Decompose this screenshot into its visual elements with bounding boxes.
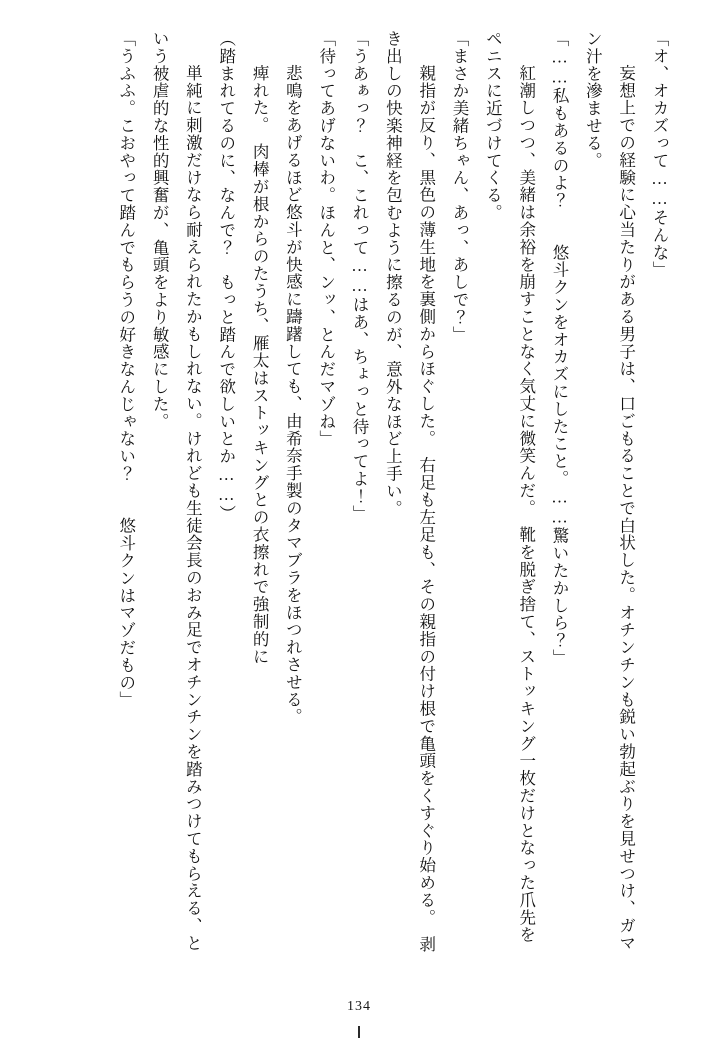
paragraph: 「オ、オカズって……そんな」	[650, 30, 669, 279]
page-number: 134	[347, 999, 371, 1014]
paragraph: 妄想上での経験に心当たりがある男子は、口ごもることで白状した。オチンチンも鋭い勃起ぶりを見せつけ、ガマン汁を滲ませる。	[583, 30, 636, 952]
paragraph: 「……私もあるのよ？ 悠斗クンをオカズにしたこと。……驚いたかしら？」	[550, 30, 570, 667]
paragraph: 悲鳴をあげるほど悠斗が快感に躊躇しても、由希奈手製のタマブラをほつれさせる。	[283, 46, 303, 726]
paragraph: 「待ってあげないわ。ほんと、ンッ、とんだマゾね」	[316, 30, 336, 448]
gutter-mark	[358, 1026, 360, 1038]
paragraph: 「まさか美緒ちゃん、あっ、あしで？」	[450, 30, 470, 344]
paragraph: 「うふふ。こおやって踏んでもらうの好きなんじゃない？ 悠斗クンはマゾだもの」	[116, 30, 136, 709]
paragraph: 「うあぁっ？ こ、これって……はあ、ちょっと待ってよ！」	[350, 30, 370, 523]
paragraph: （踏まれてるのに、なんで？ もっと踏んで欲しいとか……）	[216, 30, 236, 523]
vertical-text-body	[56, 30, 676, 960]
paragraph: 紅潮しつつ、美緒は余裕を崩すことなく気丈に微笑んだ。 靴を脱ぎ捨て、ストッキング一枚だけとなった爪先をペニスに近づけてくる。	[483, 30, 536, 944]
paragraph: 単純に刺激だけなら耐えられたかもしれない。けれども生徒会長のおみ足でオチンチンを踏みつけてもらえる、という被虐的な性的興奮が、亀頭をより敏感にした。	[150, 30, 203, 952]
paragraph: 痺れた。 肉棒が根からのたうち、雁太はストッキングとの衣擦れで強制的に	[250, 46, 270, 665]
paragraph: 親指が反り、黒色の薄生地を裏側からほぐした。 右足も左足も、その親指の付け根で亀頭をくすぐり始める。 剥き出しの快楽神経を包むように擦るのが、意外なほど上手い。	[383, 30, 436, 953]
